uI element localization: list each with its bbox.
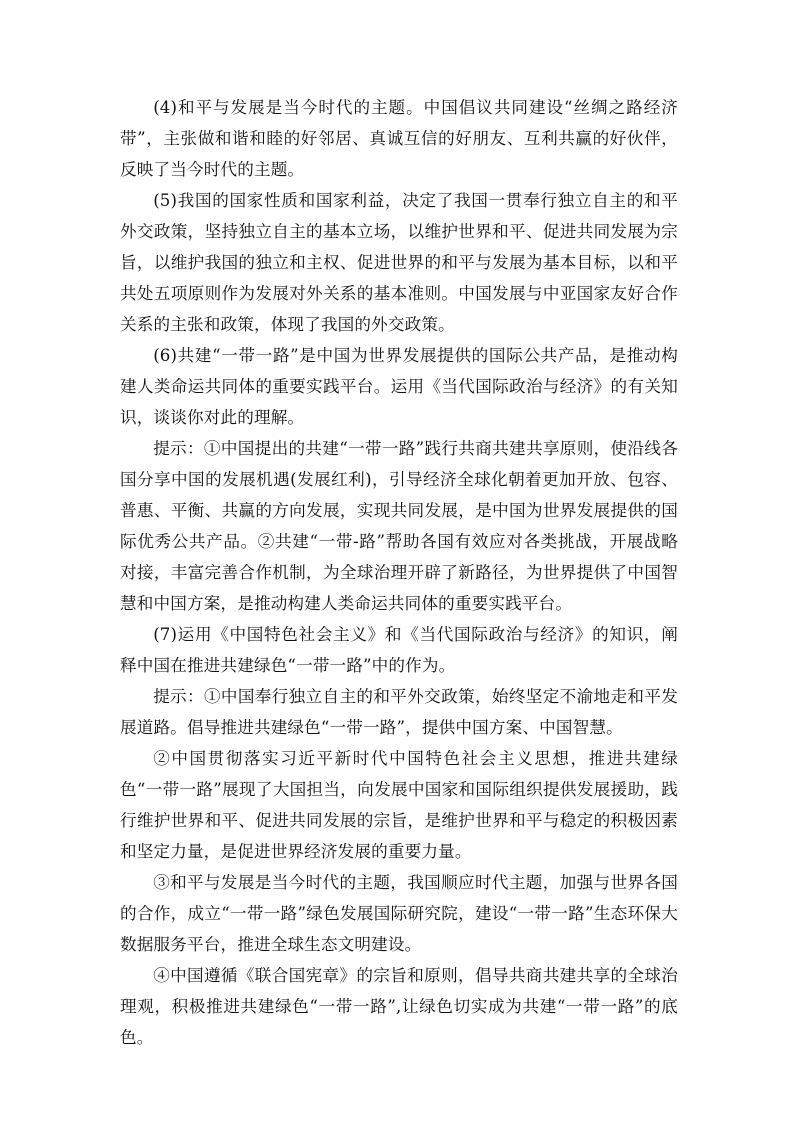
paragraph-q4-answer: (4)和平与发展是当今时代的主题。中国倡议共同建设“丝绸之路经济带”，主张做和谐和睦的好邻居、真诚互信的好朋友、互利共赢的好伙伴，反映了当今时代的主题。: [120, 98, 678, 179]
paragraph-q5-answer: (5)我国的国家性质和国家利益，决定了我国一贯奉行独立自主的和平外交政策，坚持独立自主的基本立场，以维护世界和平、促进共同发展为宗旨，以维护我国的独立和主权、促进世界的和平与发展为基本目标，以和平共处五项原则作为发展对外关系的基本准则。中国发展与中亚国家友好合作关系的主张和政策，体现了我国的外交政策。: [120, 191, 678, 334]
paragraph-q7-hint-4: ④中国遵循《联合国宪章》的宗旨和原则，倡导共商共建共享的全球治理观，积极推进共建绿色“一带一路”,让绿色切实成为共建“一带一路”的底色。: [120, 966, 678, 1047]
paragraph-q7-hint-2: ②中国贯彻落实习近平新时代中国特色社会主义思想，推进共建绿色“一带一路”展现了大国担当，向发展中国家和国际组织提供发展援助，践行维护世界和平、促进共同发展的宗旨，是维护世界和平与稳定的积极因素和坚定力量，是促进世界经济发展的重要力量。: [120, 749, 678, 861]
paragraph-q6-question: (6)共建“一带一路”是中国为世界发展提供的国际公共产品，是推动构建人类命运共同体的重要实践平台。运用《当代国际政治与经济》的有关知识，谈谈你对此的理解。: [120, 346, 678, 427]
paragraph-q7-question: (7)运用《中国特色社会主义》和《当代国际政治与经济》的知识，阐释中国在推进共建绿色“一带一路”中的作为。: [120, 625, 678, 675]
paragraph-q7-hint-3: ③和平与发展是当今时代的主题，我国顺应时代主题，加强与世界各国的合作，成立“一带一路”绿色发展国际研究院，建设“一带一路”生态环保大数据服务平台，推进全球生态文明建设。: [120, 873, 678, 954]
paragraph-q6-hint: 提示：①中国提出的共建“一带一路”践行共商共建共享原则，使沿线各国分享中国的发展机遇(发展红利)，引导经济全球化朝着更加开放、包容、普惠、平衡、共赢的方向发展，实现共同发展，是中国为世界发展提供的国际优秀公共产品。②共建“一带-路”帮助各国有效应对各类挑战，开展战略对接，丰富完善合作机制，为全球治理开辟了新路径，为世界提供了中国智慧和中国方案，是推动构建人类命运共同体的重要实践平台。: [120, 439, 678, 613]
paragraph-q7-hint-1: 提示：①中国奉行独立自主的和平外交政策，始终坚定不渝地走和平发展道路。倡导推进共建绿色“一带一路”，提供中国方案、中国智慧。: [120, 687, 678, 737]
document-body: [120, 92, 678, 1053]
